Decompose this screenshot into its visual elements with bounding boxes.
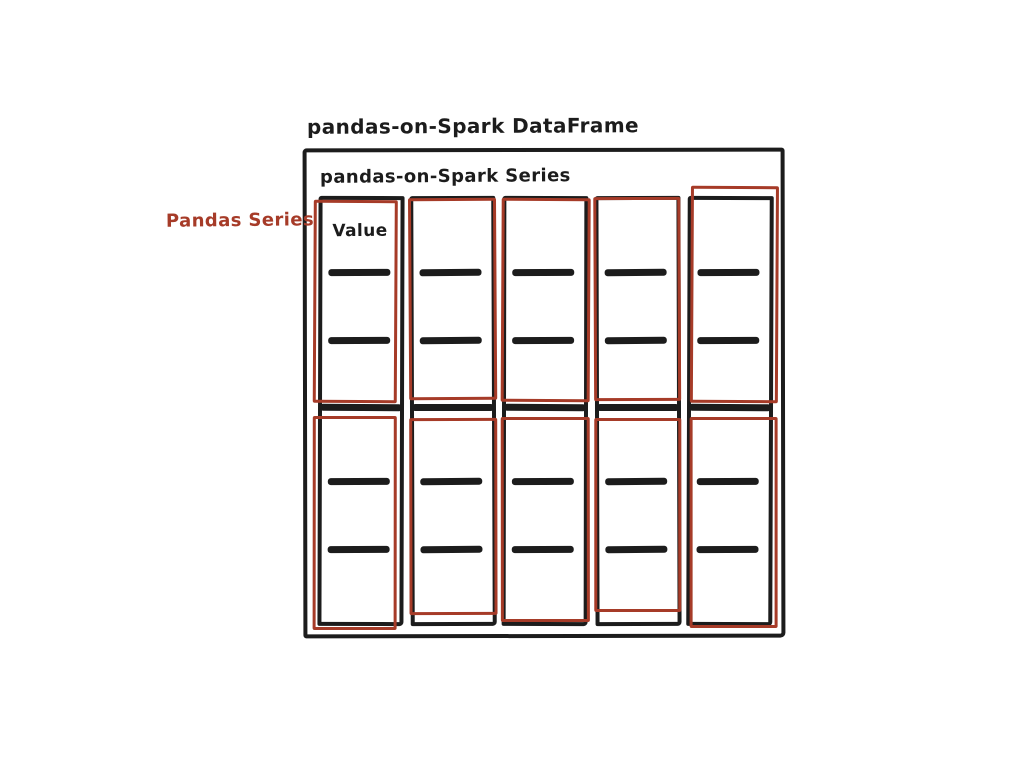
pandas-series-outline-bottom	[313, 416, 397, 630]
partition-divider-dash	[412, 404, 494, 411]
row-dash	[328, 269, 390, 276]
row-dash	[605, 269, 667, 277]
partition-divider-dash	[320, 404, 402, 412]
dataframe-title: pandas-on-Spark DataFrame	[306, 113, 640, 139]
partition-divider-dash	[597, 404, 679, 411]
pandas-series-outline-bottom	[501, 417, 590, 622]
value-label: Value	[332, 220, 388, 242]
row-dash	[512, 337, 574, 344]
row-dash	[512, 269, 574, 276]
pandas-series-outline-bottom	[690, 417, 778, 628]
row-dash	[420, 546, 482, 554]
row-dash	[697, 337, 759, 344]
series-column-1	[317, 196, 404, 626]
pandas-series-outline-top	[408, 198, 497, 401]
row-dash	[328, 546, 390, 553]
partition-divider-dash	[689, 404, 771, 412]
row-dash	[328, 337, 390, 344]
row-dash	[420, 478, 482, 486]
series-column-2	[409, 196, 497, 626]
row-dash	[419, 269, 481, 277]
row-dash	[605, 546, 667, 554]
row-dash	[512, 546, 574, 553]
row-dash	[420, 337, 482, 345]
row-dash	[328, 478, 390, 485]
pandas-series-outline-top	[593, 197, 681, 401]
partition-divider-dash	[504, 404, 586, 411]
row-dash	[605, 478, 667, 486]
row-dash	[512, 478, 574, 485]
pandas-series-outline-bottom	[594, 418, 681, 612]
row-dash	[605, 337, 667, 345]
series-column-3	[502, 196, 589, 626]
row-dash	[697, 478, 759, 485]
series-column-4	[594, 196, 681, 626]
pandas-series-outline-top	[501, 198, 591, 402]
row-dash	[697, 546, 759, 553]
pandas-series-outline-top	[690, 186, 779, 403]
pandas-series-label: Pandas Series	[165, 209, 315, 232]
pandas-on-spark-series-label: pandas-on-Spark Series	[319, 165, 571, 188]
series-column-5	[686, 196, 774, 626]
row-dash	[697, 269, 759, 276]
pandas-series-outline-bottom	[409, 418, 497, 615]
